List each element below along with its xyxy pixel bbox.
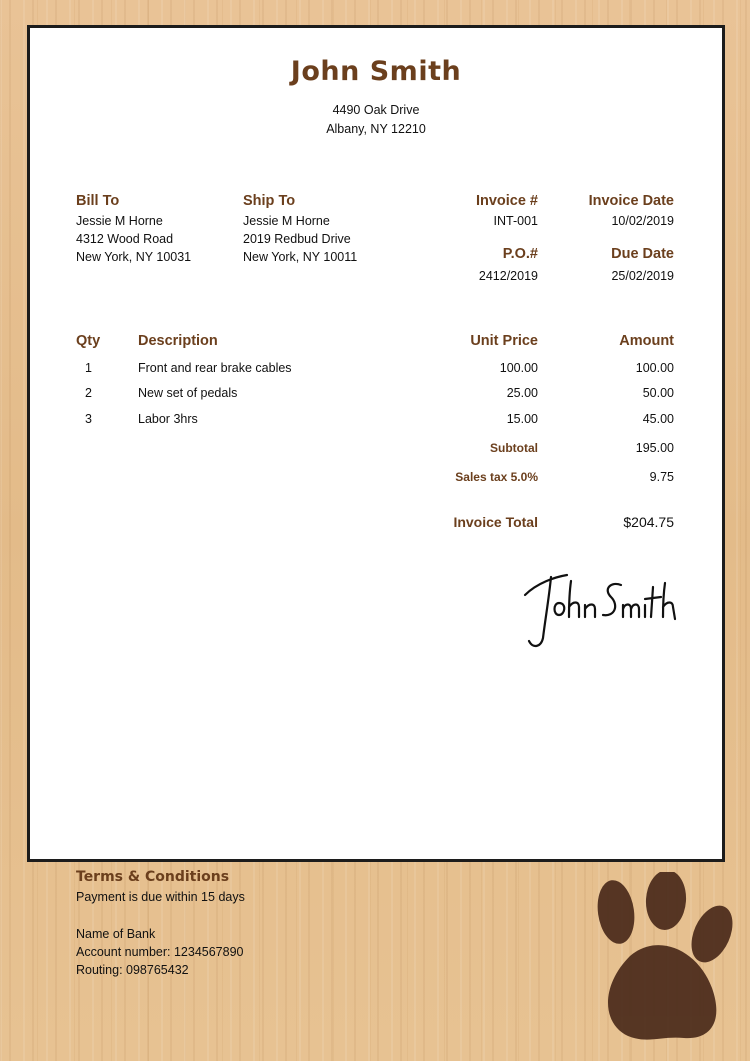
invoice-total-value: $204.75 (623, 514, 674, 530)
signature (515, 543, 685, 653)
invoice-number: INT-001 (493, 214, 538, 228)
ship-to-name: Jessie M Horne (243, 214, 330, 228)
table-row-qty: 1 (85, 361, 92, 375)
sales-tax-value: 9.75 (649, 470, 674, 484)
table-row-amount: 50.00 (642, 386, 674, 400)
table-row-amount: 45.00 (642, 412, 674, 426)
invoice-date: 10/02/2019 (611, 214, 674, 228)
amount-header: Amount (619, 333, 674, 349)
description-header: Description (138, 333, 218, 349)
bill-to-line1: 4312 Wood Road (76, 232, 174, 246)
table-row-description: New set of pedals (138, 386, 238, 400)
table-row-qty: 3 (85, 412, 92, 426)
table-row-unit-price: 15.00 (506, 412, 538, 426)
table-row-qty: 2 (85, 386, 92, 400)
ship-to-label: Ship To (243, 193, 296, 209)
bill-to-line2: New York, NY 10031 (76, 250, 192, 264)
ship-to-line2: New York, NY 10011 (243, 250, 358, 264)
invoice-number-label: Invoice # (475, 193, 538, 209)
paw-print-icon (588, 872, 738, 1052)
ship-to-line1: 2019 Redbud Drive (243, 232, 351, 246)
table-row-amount: 100.00 (635, 361, 674, 375)
company-address-line2: Albany, NY 12210 (326, 122, 426, 136)
table-row-unit-price: 100.00 (499, 361, 538, 375)
due-date: 25/02/2019 (611, 269, 674, 283)
terms-title: Terms & Conditions (76, 869, 230, 885)
subtotal-label: Subtotal (490, 441, 538, 455)
invoice-total-label: Invoice Total (453, 514, 538, 530)
sales-tax-label: Sales tax 5.0% (455, 470, 538, 484)
bank-name: Name of Bank (76, 927, 156, 941)
table-row-unit-price: 25.00 (506, 386, 538, 400)
invoice-date-label: Invoice Date (588, 193, 674, 209)
bill-to-label: Bill To (76, 193, 120, 209)
po-label: P.O.# (502, 246, 538, 262)
company-name: John Smith (290, 56, 462, 87)
invoice-sheet (27, 25, 725, 862)
po-number: 2412/2019 (478, 269, 538, 283)
routing-number: Routing: 098765432 (76, 963, 189, 977)
table-row-description: Front and rear brake cables (138, 361, 292, 375)
company-address-line1: 4490 Oak Drive (332, 103, 420, 117)
subtotal-value: 195.00 (635, 441, 674, 455)
terms-payment: Payment is due within 15 days (76, 890, 245, 904)
unit-price-header: Unit Price (470, 333, 538, 349)
table-row-description: Labor 3hrs (138, 412, 198, 426)
account-number: Account number: 1234567890 (76, 945, 244, 959)
bill-to-name: Jessie M Horne (76, 214, 163, 228)
due-date-label: Due Date (611, 246, 674, 262)
qty-header: Qty (76, 333, 101, 349)
